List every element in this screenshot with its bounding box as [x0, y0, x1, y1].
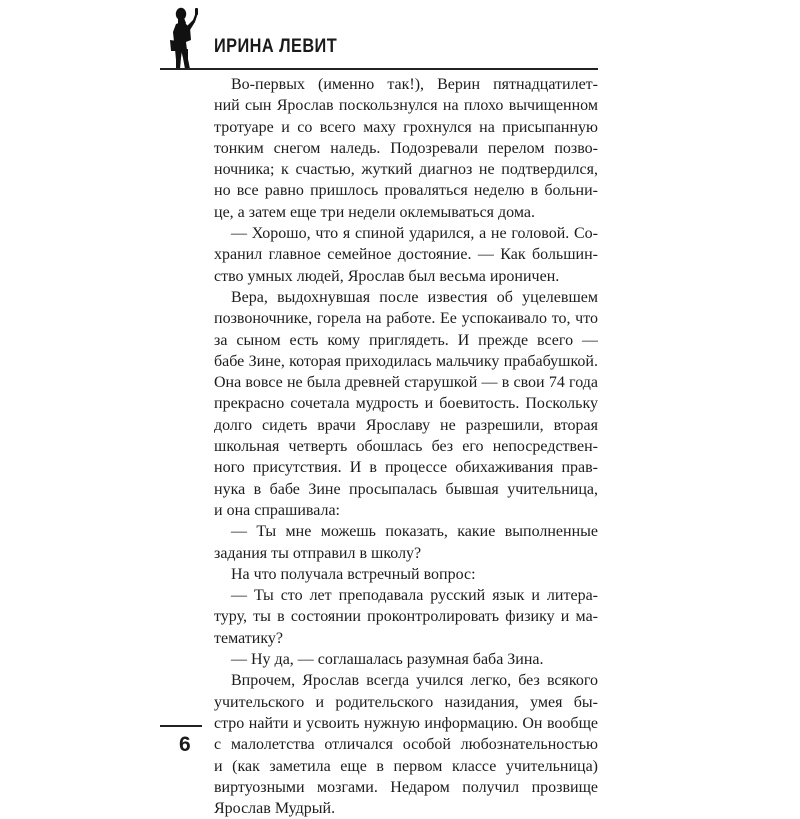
text-line: Ярослав Мудрый. — [214, 800, 336, 818]
woman-silhouette-icon — [160, 6, 200, 70]
text-line: ного присутствия. И в процессе обихаживания прав- — [214, 459, 598, 477]
text-line: — Ну да, — соглашалась разумная баба Зина. — [231, 651, 544, 669]
text-line: и она спрашивала: — [214, 501, 340, 519]
text-line: Она вовсе не была древней старушкой — в свои 74 года — [214, 374, 598, 392]
text-line: за сыном есть кому приглядеть. И прежде всего — — [214, 331, 598, 349]
text-line: задания ты отправил в школу? — [214, 544, 422, 562]
text-line: — Ты мне можешь показать, какие выполненные — [231, 523, 598, 541]
body-text — [214, 74, 598, 819]
text-line: виртуозными мозгами. Недаром получил прозвище — [214, 778, 598, 796]
text-line: — Хорошо, что я спиной ударился, а не головой. Со- — [231, 225, 598, 243]
text-line: хранил главное семейное достояние. — Как большин- — [214, 246, 598, 264]
text-line: ство умных людей, Ярослав был весьма ироничен. — [214, 267, 560, 285]
text-line: На что получала встречный вопрос: — [231, 565, 476, 583]
text-line: тротуаре и со всего маху грохнулся на присыпанную — [214, 118, 598, 136]
text-line: — Ты сто лет преподавала русский язык и литера- — [231, 587, 598, 605]
text-line: Во-первых (именно так!), Верин пятнадцатилет- — [231, 76, 598, 93]
text-line: учительского и родительского назидания, умея бы- — [214, 693, 598, 711]
text-line: с малолетства отличался особой любознательностью — [214, 736, 598, 754]
text-line: нука в бабе Зине просыпалась бывшая учительница, — [214, 480, 598, 498]
text-line: тонким снегом наледь. Подозревали перелом позво- — [214, 139, 598, 157]
text-line: долго сидеть врачи Ярославу не разрешили, вторая — [214, 416, 598, 434]
text-line: тематику? — [214, 629, 283, 647]
text-line: позвоночнике, горела на работе. Ее успокаивало то, что — [214, 310, 598, 328]
text-line: но все равно пришлось проваляться неделю в больни- — [214, 182, 598, 200]
text-line: бабе Зине, которая приходилась мальчику прабабушкой. — [214, 352, 598, 370]
text-line: це, а затем еще три недели оклемываться дома. — [214, 203, 535, 221]
text-line: ночника; к счастью, жуткий диагноз не подтвердился, — [214, 161, 598, 179]
running-header-author: ИРИНА ЛЕВИТ — [214, 36, 338, 57]
text-line: и (как заметила еще в первом классе учительница) — [214, 757, 598, 775]
text-line: ний сын Ярослав поскользнулся на плохо вычищенном — [214, 97, 598, 115]
text-line: Вера, выдохнувшая после известия об уцелевшем — [231, 288, 598, 306]
text-line: прекрасно сочетала мудрость и боевитость. Поскольку — [214, 395, 598, 413]
header-rule — [160, 68, 598, 70]
text-line: туру, ты в состоянии проконтролировать физику и ма- — [214, 608, 598, 626]
text-line: школьная четверть обошлась без его непосредствен- — [214, 438, 598, 456]
page-number: 6 — [179, 733, 191, 756]
footer-rule — [160, 725, 202, 727]
text-line: Впрочем, Ярослав всегда учился легко, без всякого — [231, 672, 598, 690]
text-line: стро найти и усвоить нужную информацию. Он вообще — [214, 714, 598, 732]
